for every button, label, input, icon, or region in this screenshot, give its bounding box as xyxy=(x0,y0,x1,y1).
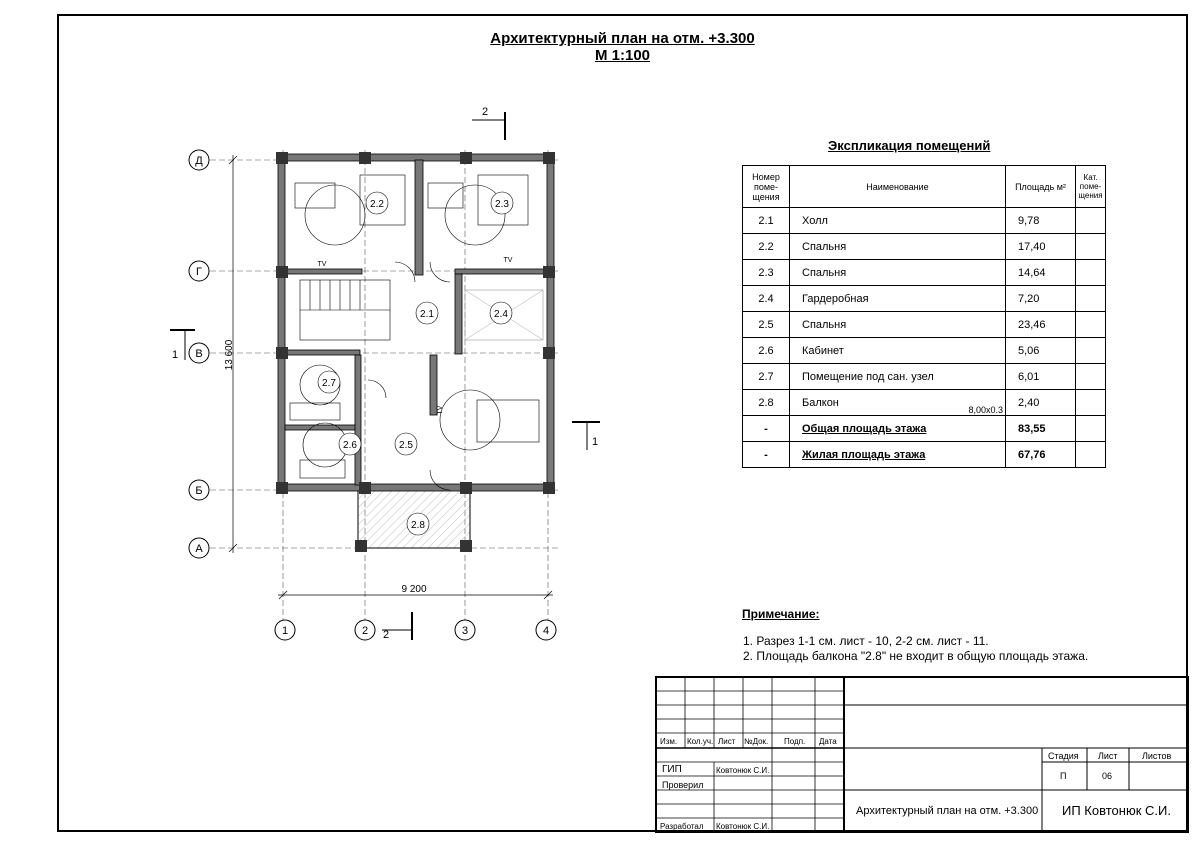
table-row: 2.3 Спальня 14,64 xyxy=(743,260,1106,286)
note-1: 1. Разрез 1-1 см. лист - 10, 2-2 см. лист - 11. xyxy=(743,634,989,648)
table-row: 2.1 Холл 9,78 xyxy=(743,208,1106,234)
table-row: 2.6 Кабинет 5,06 xyxy=(743,338,1106,364)
header-cat: Кат. поме-щения xyxy=(1076,166,1106,208)
stamp-podp: Подп. xyxy=(784,737,806,746)
stamp-list-h: Лист xyxy=(718,737,736,746)
grid-label-3: 3 xyxy=(461,625,469,637)
grid-label-2: 2 xyxy=(361,625,369,637)
table-row: 2.7 Помещение под сан. узел 6,01 xyxy=(743,364,1106,390)
section-mark-2-top: 2 xyxy=(482,106,489,118)
table-row: - Общая площадь этажа 83,55 xyxy=(743,416,1106,442)
dim-height: 13 600 xyxy=(224,339,235,371)
grid-label-a: А xyxy=(195,543,203,555)
tv-label-2-5: TV xyxy=(437,405,444,415)
tv-label-2-3: TV xyxy=(503,257,513,264)
stamp-listov: Листов xyxy=(1142,751,1172,761)
drawing-scale: М 1:100 xyxy=(594,47,651,64)
note-2: 2. Площадь балкона "2.8" не входит в общую площадь этажа. xyxy=(743,649,1089,663)
grid-label-1: 1 xyxy=(281,625,289,637)
stamp-proveril: Проверил xyxy=(662,780,704,790)
grid-label-d: Д xyxy=(195,155,203,167)
section-mark-1-left: 1 xyxy=(172,349,179,361)
section-mark-2-bottom: 2 xyxy=(383,629,390,641)
tv-label-2-2: TV xyxy=(317,261,327,268)
room-label-2-1: 2.1 xyxy=(420,309,434,320)
table-row: - Жилая площадь этажа 67,76 xyxy=(743,442,1106,468)
stamp-stadiya-val: П xyxy=(1060,771,1067,781)
room-label-2-7: 2.7 xyxy=(322,378,336,389)
explication-title: Экспликация помещений xyxy=(828,138,991,153)
stamp-izm: Изм. xyxy=(660,737,678,746)
room-label-2-3: 2.3 xyxy=(495,199,509,210)
drawing-title: Архитектурный план на отм. +3.300 xyxy=(490,30,755,47)
room-label-2-4: 2.4 xyxy=(494,309,508,320)
stamp-razrabotal: Разработал xyxy=(660,822,704,831)
stamp-razrab-name: Ковтонюк С.И. xyxy=(716,822,770,831)
table-row: 2.2 Спальня 17,40 xyxy=(743,234,1106,260)
section-mark-1-right: 1 xyxy=(592,436,599,448)
grid-label-b: Б xyxy=(195,485,203,497)
stamp-list: Лист xyxy=(1098,751,1118,761)
table-row: 2.4 Гардеробная 7,20 xyxy=(743,286,1106,312)
dim-width: 9 200 xyxy=(401,584,427,595)
header-name: Наименование xyxy=(790,166,1006,208)
stamp-ndok: №Док. xyxy=(744,737,769,746)
table-row: 2.8 Балкон 8,00x0.3 2,40 xyxy=(743,390,1106,416)
stamp-doc-title: Архитектурный план на отм. +3.300 xyxy=(856,805,1039,817)
room-label-2-6: 2.6 xyxy=(343,440,357,451)
table-row: 2.5 Спальня 23,46 xyxy=(743,312,1106,338)
stamp-kol: Кол.уч. xyxy=(687,737,714,746)
notes-title: Примечание: xyxy=(742,607,820,621)
grid-label-v: В xyxy=(195,348,203,360)
grid-label-4: 4 xyxy=(542,625,550,637)
stamp-gip-name: Ковтонюк С.И. xyxy=(716,766,770,775)
header-num: Номер поме-щения xyxy=(743,166,790,208)
balcony-size-note: 8,00x0.3 xyxy=(968,405,1003,415)
room-label-2-2: 2.2 xyxy=(370,199,384,210)
room-label-2-5: 2.5 xyxy=(399,440,413,451)
room-label-2-8: 2.8 xyxy=(411,520,425,531)
stamp-gip: ГИП xyxy=(662,764,682,775)
stamp-list-val: 06 xyxy=(1102,771,1113,781)
grid-label-g: Г xyxy=(196,266,202,278)
header-area: Площадь м² xyxy=(1006,166,1076,208)
stamp-data: Дата xyxy=(819,737,837,746)
stamp-stadiya: Стадия xyxy=(1048,751,1079,761)
stamp-company: ИП Ковтонюк С.И. xyxy=(1062,803,1171,818)
